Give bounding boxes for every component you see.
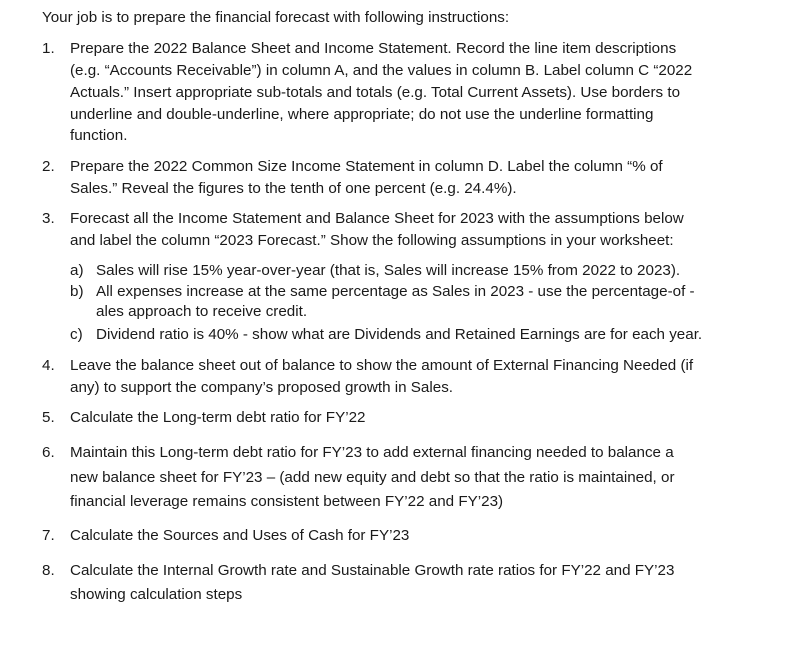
sub-item-letter: b)	[70, 283, 84, 300]
item-text-line: Calculate the Long-term debt ratio for FY’22	[70, 409, 366, 426]
item-text-line: Calculate the Internal Growth rate and Sustainable Growth rate ratios for FY’22 and FY’23	[70, 562, 675, 579]
sub-item-text-line: All expenses increase at the same percentage as Sales in 2023 - use the percentage-of -	[96, 283, 695, 300]
sub-item-letter: a)	[70, 262, 84, 279]
item-text-line: Leave the balance sheet out of balance to show the amount of External Financing Needed (if	[70, 357, 694, 374]
sub-item-text-line: ales approach to receive credit.	[96, 303, 308, 320]
item-number: 1.	[42, 40, 55, 57]
item-text-line: function.	[70, 127, 128, 144]
item-text-line: (e.g. “Accounts Receivable”) in column A, and the values in column B. Label column C “2022	[70, 62, 693, 79]
item-text-line: underline and double-underline, where appropriate; do not use the underline formatting	[70, 106, 654, 123]
item-number: 8.	[42, 562, 55, 579]
item-number: 7.	[42, 527, 55, 544]
item-number: 2.	[42, 158, 55, 175]
item-text-line: Maintain this Long-term debt ratio for FY’23 to add external financing needed to balance a	[70, 444, 674, 461]
item-text-line: new balance sheet for FY’23 – (add new equity and debt so that the ratio is maintained, or	[70, 469, 675, 486]
item-text-line: Prepare the 2022 Common Size Income Statement in column D. Label the column “% of	[70, 158, 663, 175]
item-number: 4.	[42, 357, 55, 374]
item-text-line: and label the column “2023 Forecast.” Show the following assumptions in your worksheet:	[70, 232, 674, 249]
item-text-line: financial leverage remains consistent between FY’22 and FY’23)	[70, 493, 504, 510]
sub-item-text-line: Dividend ratio is 40% - show what are Dividends and Retained Earnings are for each year.	[96, 326, 703, 343]
sub-item-text-line: Sales will rise 15% year-over-year (that is, Sales will increase 15% from 2022 to 2023).	[96, 262, 681, 279]
item-text-line: Sales.” Reveal the figures to the tenth of one percent (e.g. 24.4%).	[70, 180, 517, 197]
item-text-line: Forecast all the Income Statement and Balance Sheet for 2023 with the assumptions below	[70, 210, 684, 227]
item-text-line: Calculate the Sources and Uses of Cash for FY’23	[70, 527, 410, 544]
item-number: 5.	[42, 409, 55, 426]
item-text-line: showing calculation steps	[70, 586, 243, 603]
intro-text: Your job is to prepare the financial forecast with following instructions:	[42, 9, 510, 26]
item-text-line: Actuals.” Insert appropriate sub-totals and totals (e.g. Total Current Assets). Use borders to	[70, 84, 681, 101]
item-number: 3.	[42, 210, 55, 227]
item-number: 6.	[42, 444, 55, 461]
item-text-line: any) to support the company’s proposed growth in Sales.	[70, 379, 454, 396]
sub-item-letter: c)	[70, 326, 83, 343]
item-text-line: Prepare the 2022 Balance Sheet and Income Statement. Record the line item descriptions	[70, 40, 677, 57]
